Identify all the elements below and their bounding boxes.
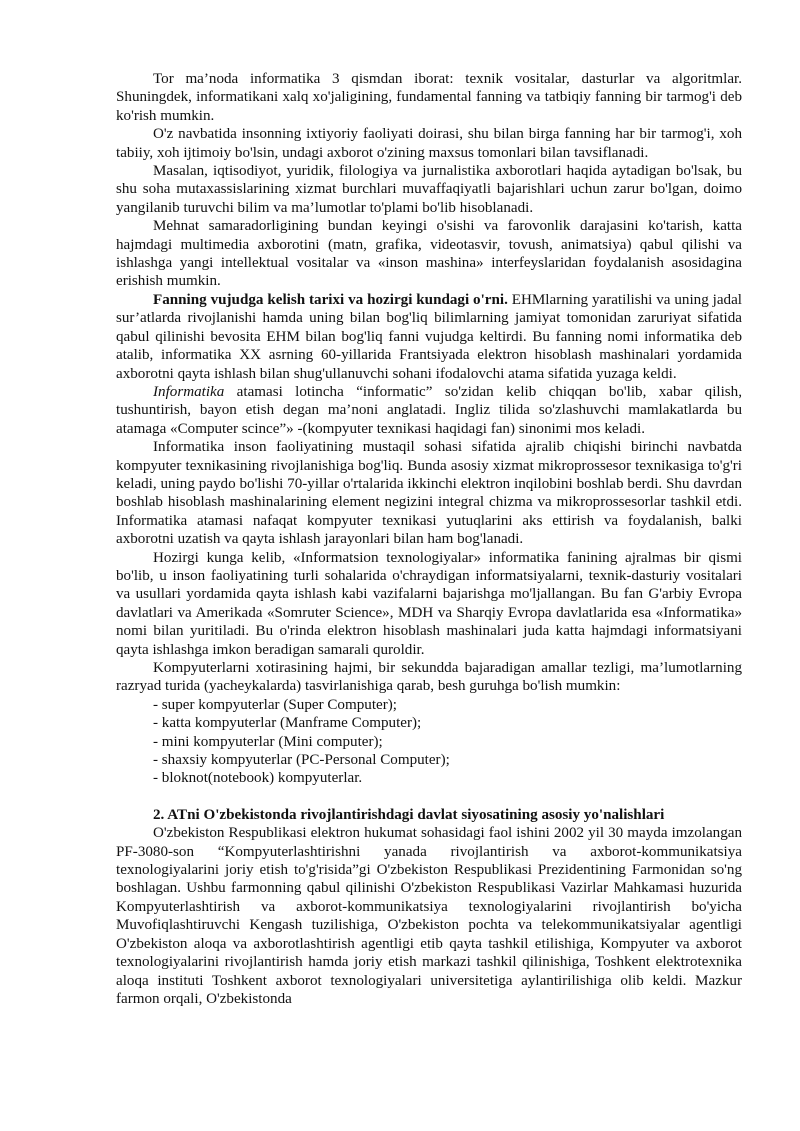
section-2-heading: 2. ATni O'zbekistonda rivojlantirishdagi davlat siyosatining asosiy yo'nalishlari bbox=[153, 806, 665, 823]
paragraph-5 bbox=[116, 291, 742, 383]
paragraph-3: Masalan, iqtisodiyot, yuridik, filologiya va jurnalistika axborotlari haqida aytadigan bo'lsak, bu shu soha mutaxassislarining xizmat burchlari muvaffaqiyatli bajarishlari uchun zarur bo'lgan, doimo yangilanib turuvchi bilim va ma’lumotlar to'plami bo'lib hisoblanadi. bbox=[116, 163, 742, 216]
term-informatika: Informatika bbox=[153, 383, 225, 400]
list-item: - shaxsiy kompyuterlar (PC-Personal Computer); bbox=[153, 752, 450, 769]
paragraph-6-text: atamasi lotincha “informatic” so'zidan kelib chiqqan bo'lib, xabar qilish, tushuntirish, bayon etish degan ma’noni anglatadi. Ingliz tilida so'zlashuvchi mamlakatlarda bu atamaga «Computer scince”» -(kompyuter texnikasi haqidagi fan) sinonimi mos keladi. bbox=[116, 383, 742, 437]
paragraph-4: Mehnat samaradorligining bundan keyingi o'sishi va farovonlik darajasini ko'tarish, katta hajmdagi multimedia axborotini (matn, grafika, videotasvir, tovush, animatsiya) qabul qilishi va ishlashga yangi intellektual vositalar va «inson mashina» interfeyslaridan foydalanish asosidagina erishish mumkin. bbox=[116, 218, 742, 290]
paragraph-2: O'z navbatida insonning ixtiyoriy faoliyati doirasi, shu bilan birga fanning har bir tarmog'i, xoh tabiiy, xoh ijtimoiy bo'lsin, undagi axborot o'zining maxsus tomonlari bilan tavsiflanadi. bbox=[116, 126, 742, 161]
list-item: - katta kompyuterlar (Manframe Computer); bbox=[153, 715, 422, 732]
paragraph-7: Informatika inson faoliyatining mustaqil sohasi sifatida ajralib chiqishi birinchi navbatda kompyuter texnikasining rivojlanishiga bog'liq. Bunda asosiy xizmat mikroprossesor texnikasiga to'g'ri keladi, uning paydo bo'lishi 70-yillar o'rtalarida ikkinchi elektron inqilobini boshlab berdi. Shu davrdan boshlab hisoblash mashinalarining element negizini integral chizma va mikroprossesorlar tashkil etdi. Informatika atamasi nafaqat kompyuter texnikasi yutuqlarini aks ettirish va foydalanish, balki axborotni uzatish va qayta ishlash jarayonlari bilan ham bog'lanadi. bbox=[116, 439, 742, 548]
paragraph-8: Hozirgi kunga kelib, «Informatsion texnologiyalar» informatika fanining ajralmas bir qismi bo'lib, u inson faoliyatining turli sohalarida o'chraydigan informatsiyalarni, texnik-dasturiy vositalari va usullari yordamida qayta ishlash kabi vazifalarni bajarishga mo'ljallangan. Bu fan G'arbiy Evropa davlatlari va Amerikada «Somruter Science», MDH va Sharqiy Evropa davlatlarida esa «Informatika» nomi bilan yuritiladi. Bu o'rinda elektron hisoblash mashinalari juda katta hajmdagi informatsiyani qayta ishlashga imkon beradigan samarali quroldir. bbox=[116, 549, 742, 658]
paragraph-5-text: EHMlarning yaratilishi va uning jadal sur’atlarda rivojlanishi hamda uning bilan bog'liq bilimlarning jamiyat tomonidan zaruriyat sifatida qabul qilinishi bevosita EHM bilan bog'liq fanni vujudga keltirdi. Bu fanning nomi informatika deb atalib, informatika XX asrning 60-yillarida Frantsiyada elektron hisoblash mashinalari yordamida axborotni qayta ishlash bilan shug'ullanuvchi sohani ifodalovchi atama sifatida yuzaga keldi. bbox=[116, 291, 742, 382]
paragraph-1: Tor ma’noda informatika 3 qismdan iborat: texnik vositalar, dasturlar va algoritmlar. Shuningdek, informatikani xalq xo'jaligining, fundamental fanning va tatbiqiy fanning bir tarmog'i deb ko'rish mumkin. bbox=[116, 71, 742, 124]
list-item: - mini kompyuterlar (Mini computer); bbox=[153, 733, 383, 750]
section-2-paragraph-1: O'zbekiston Respublikasi elektron hukumat sohasidagi faol ishini 2002 yil 30 mayda imzolangan PF-3080-son “Kompyuterlashtirishni yanada rivojlantirish va axborot-kommunikatsiya texnologiyalarini joriy etish to'g'risida”gi O'zbekiston Respublikasi Prezidentining Farmonidan so'ng boshlagan. Ushbu farmonning qabul qilinishi O'zbekiston Respublikasi Vazirlar Mahkamasi huzurida Kompyuterlashtirish va axborot-kommunikatsiya texnologiyalarini rivojlantirish bo'yicha Muvofiqlashtiruvchi Kengash tuzilishiga, O'zbekiston pochta va telekommunikatsiyalar agentligi O'zbekiston aloqa va axborotlashtirish agentligi etib qayta tashkil etilishiga, Kompyuter va axborot texnologiyalarini rivojlantirish hamda joriy etish markazi tashkil qilinishiga, Toshkent elektrotexnika aloqa instituti Toshkent axborot texnologiyalari universitetiga aylantirilishiga olib keldi. Mazkur farmon orqali, O'zbekistonda bbox=[116, 825, 742, 1007]
computer-types-list bbox=[116, 696, 742, 788]
list-item: - super kompyuterlar (Super Computer); bbox=[153, 696, 397, 713]
paragraph-9: Kompyuterlarni xotirasining hajmi, bir sekundda bajaradigan amallar tezligi, ma’lumotlarning razryad turida (yacheykalarda) tasvirlanishiga qarab, besh guruhga bo'lish mumkin: bbox=[116, 660, 742, 695]
section-title-history: Fanning vujudga kelish tarixi va hozirgi kundagi o'rni. bbox=[153, 291, 508, 308]
paragraph-6 bbox=[116, 383, 742, 438]
list-item: - bloknot(notebook) kompyuterlar. bbox=[153, 770, 363, 787]
